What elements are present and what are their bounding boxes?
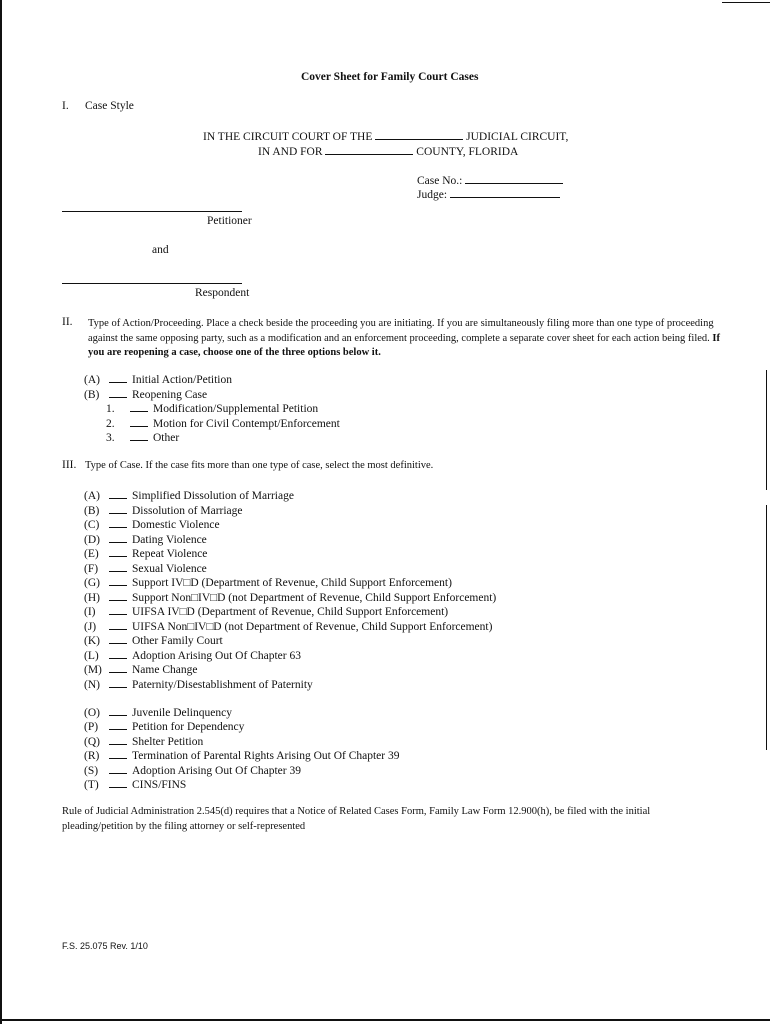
option-letter: (B) — [84, 389, 100, 401]
item-letter: (L) — [84, 650, 99, 662]
item-label: Other Family Court — [132, 635, 223, 647]
case-type-item[interactable] — [84, 546, 207, 560]
item-letter: (T) — [84, 779, 99, 791]
in-and-for-label: IN AND FOR — [258, 146, 323, 158]
item-label: Termination of Parental Rights Arising Out Of Chapter 39 — [132, 750, 400, 762]
item-letter: (F) — [84, 563, 99, 575]
top-right-rule — [722, 2, 770, 3]
case-type-item[interactable] — [84, 719, 244, 733]
option-reopening-case[interactable] — [84, 387, 207, 401]
item-label: Shelter Petition — [132, 736, 204, 748]
case-type-item[interactable] — [84, 734, 203, 748]
item-letter: (B) — [84, 505, 100, 517]
check-line[interactable] — [109, 372, 127, 383]
case-type-item[interactable] — [84, 662, 197, 676]
court-line-2 — [258, 143, 518, 158]
rule-note: Rule of Judicial Administration 2.545(d) requires that a Notice of Related Cases Form, Family Law Form 12.900(h), be filed with the initial pleading/petition by the filing attorney or self-represented — [62, 806, 651, 832]
item-label: Adoption Arising Out Of Chapter 39 — [132, 765, 301, 777]
item-letter: (P) — [84, 721, 99, 733]
option-label: Reopening Case — [132, 389, 208, 401]
item-label: Juvenile Delinquency — [132, 707, 232, 719]
item-label: Sexual Violence — [132, 563, 207, 575]
check-line[interactable] — [109, 763, 127, 774]
suboption-modification[interactable] — [106, 401, 318, 415]
case-type-item[interactable] — [84, 488, 294, 502]
check-line[interactable] — [109, 546, 127, 557]
item-letter: (R) — [84, 750, 100, 762]
item-letter: (S) — [84, 765, 99, 777]
item-letter: (N) — [84, 679, 100, 691]
case-no-row — [417, 172, 563, 187]
item-label: UIFSA Non□IV□D (not Department of Revenue, Child Support Enforcement) — [132, 621, 493, 633]
case-type-item[interactable] — [84, 575, 452, 589]
right-edge-rule-lower — [766, 505, 767, 750]
check-line[interactable] — [109, 777, 127, 788]
check-line[interactable] — [109, 648, 127, 659]
right-edge-rule — [766, 370, 767, 490]
case-type-item[interactable] — [84, 763, 301, 777]
check-line[interactable] — [130, 401, 148, 412]
item-label: Domestic Violence — [132, 519, 220, 531]
check-line[interactable] — [109, 719, 127, 730]
petitioner-line[interactable] — [62, 211, 242, 212]
item-label: Support Non□IV□D (not Department of Revenue, Child Support Enforcement) — [132, 592, 497, 604]
item-label: Simplified Dissolution of Marriage — [132, 490, 294, 502]
item-label: Support IV□D (Department of Revenue, Child Support Enforcement) — [132, 577, 452, 589]
section2-intro-text: Type of Action/Proceeding. Place a check beside the proceeding you are initiating. If you are simultaneously filing more than one type of proceeding against the same opposing party, such as a modification and an enforcement proceeding, complete a separate cover sheet for each action being filed. — [88, 318, 714, 344]
form-id: F.S. 25.075 Rev. 1/10 — [62, 941, 148, 951]
check-line[interactable] — [109, 590, 127, 601]
suboption-label: Motion for Civil Contempt/Enforcement — [153, 418, 340, 430]
item-letter: (C) — [84, 519, 100, 531]
suboption-label: Modification/Supplemental Petition — [153, 403, 319, 415]
option-letter: (A) — [84, 374, 100, 386]
item-letter: (D) — [84, 534, 100, 546]
check-line[interactable] — [109, 575, 127, 586]
circuit-number-blank[interactable] — [375, 128, 463, 140]
case-type-item[interactable] — [84, 748, 400, 762]
item-letter: (A) — [84, 490, 100, 502]
respondent-label: Respondent — [195, 287, 250, 299]
item-letter: (M) — [84, 664, 102, 676]
item-letter: (Q) — [84, 736, 100, 748]
item-letter: (H) — [84, 592, 100, 604]
case-type-item[interactable] — [84, 503, 243, 517]
court-line-1 — [203, 128, 568, 143]
item-label: Repeat Violence — [132, 548, 208, 560]
judge-label: Judge: — [417, 189, 448, 201]
county-florida-label: COUNTY, FLORIDA — [416, 146, 519, 158]
check-line[interactable] — [109, 532, 127, 543]
case-type-item[interactable] — [84, 561, 207, 575]
left-edge-rule — [0, 0, 2, 1024]
check-line[interactable] — [109, 488, 127, 499]
suboption-contempt[interactable] — [106, 416, 340, 430]
item-label: Dating Violence — [132, 534, 207, 546]
suboption-num: 1. — [106, 403, 115, 415]
item-letter: (I) — [84, 606, 96, 618]
section2-heading: II. — [62, 316, 73, 328]
section3-heading: III. — [62, 459, 77, 471]
check-line[interactable] — [109, 619, 127, 630]
section2-intro — [88, 317, 728, 361]
case-type-item[interactable] — [84, 648, 301, 662]
case-type-item[interactable] — [84, 705, 232, 719]
respondent-line[interactable] — [62, 283, 242, 284]
case-type-item[interactable] — [84, 677, 313, 691]
option-initial-action[interactable] — [84, 372, 232, 386]
check-line[interactable] — [109, 604, 127, 615]
item-letter: (E) — [84, 548, 99, 560]
case-type-item[interactable] — [84, 777, 186, 791]
case-type-item[interactable] — [84, 633, 223, 647]
case-no-label: Case No.: — [417, 175, 463, 187]
item-label: CINS/FINS — [132, 779, 187, 791]
suboption-other[interactable] — [106, 430, 179, 444]
petitioner-label: Petitioner — [207, 215, 252, 227]
case-type-item[interactable] — [84, 517, 220, 531]
check-line[interactable] — [109, 677, 127, 688]
item-label: Name Change — [132, 664, 198, 676]
item-label: Dissolution of Marriage — [132, 505, 243, 517]
check-line[interactable] — [109, 633, 127, 644]
check-line[interactable] — [109, 517, 127, 528]
item-label: Adoption Arising Out Of Chapter 63 — [132, 650, 301, 662]
county-blank[interactable] — [325, 143, 413, 155]
suboption-label: Other — [153, 432, 180, 444]
item-label: Petition for Dependency — [132, 721, 245, 733]
bottom-edge-rule — [0, 1019, 770, 1021]
section1-heading: I. — [62, 100, 69, 112]
check-line[interactable] — [109, 662, 127, 673]
judge-blank[interactable] — [450, 186, 560, 198]
item-letter: (O) — [84, 707, 100, 719]
check-line[interactable] — [109, 734, 127, 745]
and-label: and — [152, 244, 169, 256]
check-line[interactable] — [109, 705, 127, 716]
check-line[interactable] — [109, 561, 127, 572]
section2-intro-bold: If you are reopening a case, choose one of the three options below it. — [88, 332, 721, 358]
case-type-item[interactable] — [84, 604, 448, 618]
case-type-item[interactable] — [84, 590, 496, 604]
item-letter: (K) — [84, 635, 100, 647]
judge-row — [417, 186, 560, 201]
check-line[interactable] — [109, 503, 127, 514]
check-line[interactable] — [130, 430, 148, 441]
item-label: UIFSA IV□D (Department of Revenue, Child Support Enforcement) — [132, 606, 449, 618]
item-letter: (G) — [84, 577, 100, 589]
case-type-item[interactable] — [84, 619, 492, 633]
section3-intro: Type of Case. If the case fits more than one type of case, select the most definitive. — [85, 460, 434, 471]
suboption-num: 3. — [106, 432, 115, 444]
case-type-item[interactable] — [84, 532, 207, 546]
suboption-num: 2. — [106, 418, 115, 430]
page-title: Cover Sheet for Family Court Cases — [301, 71, 479, 83]
section1-label: Case Style — [85, 100, 134, 112]
judicial-circuit-label: JUDICIAL CIRCUIT, — [466, 131, 569, 143]
check-line[interactable] — [130, 416, 148, 427]
option-label: Initial Action/Petition — [132, 374, 232, 386]
item-letter: (J) — [84, 621, 97, 633]
check-line[interactable] — [109, 387, 127, 398]
item-label: Paternity/Disestablishment of Paternity — [132, 679, 313, 691]
court-of-label: IN THE CIRCUIT COURT OF THE — [203, 131, 373, 143]
case-no-blank[interactable] — [465, 172, 563, 184]
check-line[interactable] — [109, 748, 127, 759]
